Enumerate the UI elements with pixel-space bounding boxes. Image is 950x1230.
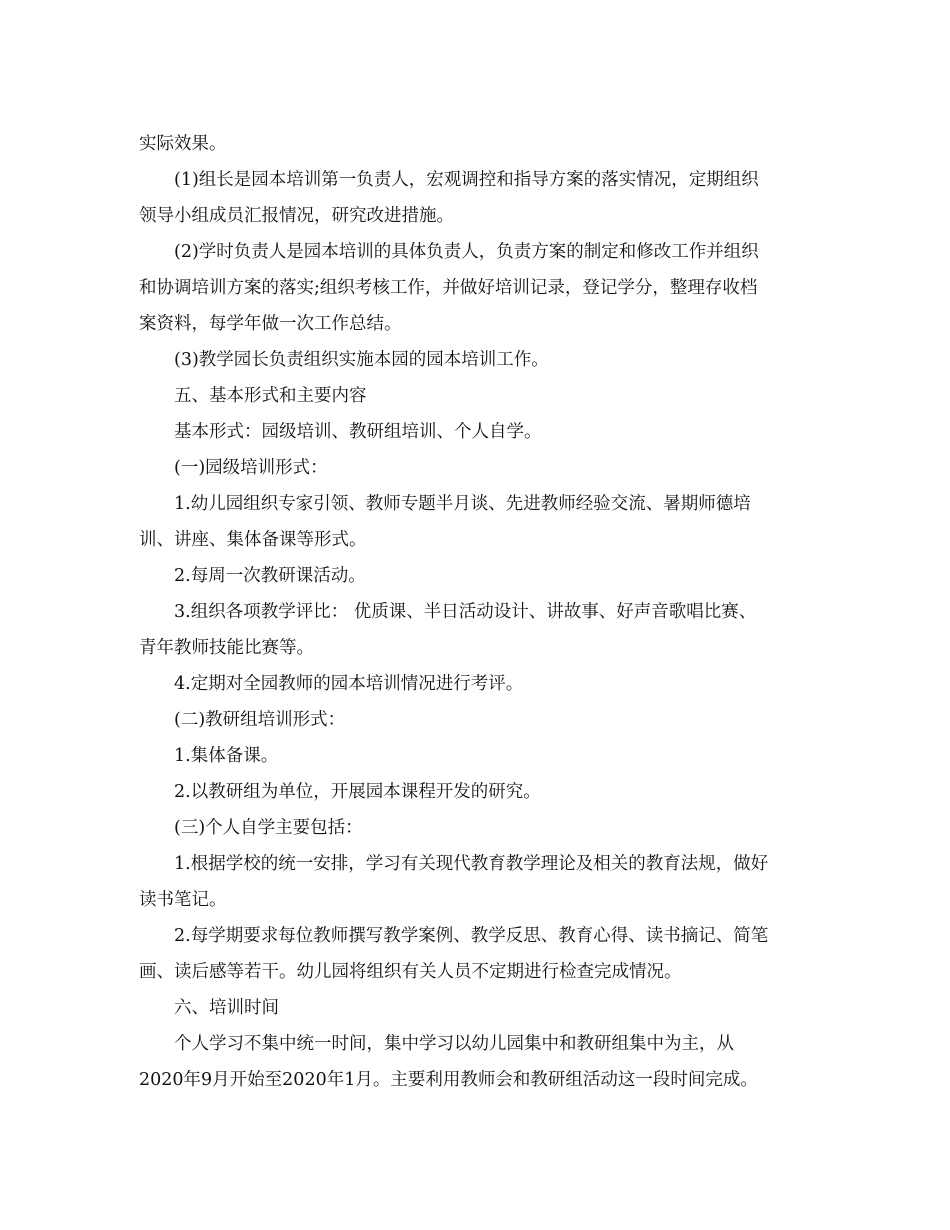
paragraph (139, 702, 815, 738)
document-body (139, 126, 815, 1098)
paragraph (139, 486, 815, 558)
text-line: 案资料，每学年做一次工作总结。 (139, 314, 402, 334)
text-line: 画、读后感等若干。幼儿园将组织有关人员不定期进行检查完成情况。 (139, 962, 682, 982)
paragraph (139, 234, 815, 342)
text-line: 1.集体备课。 (174, 746, 279, 766)
text-line: 青年教师技能比赛等。 (139, 638, 314, 658)
text-line: (三)个人自学主要包括： (174, 818, 363, 838)
paragraph (139, 918, 815, 990)
paragraph (139, 774, 815, 810)
text-line: 领导小组成员汇报情况，研究改进措施。 (139, 206, 454, 226)
text-line: 2.以教研组为单位，开展园本课程开发的研究。 (174, 782, 541, 802)
text-line: 2.每周一次教研课活动。 (174, 566, 366, 586)
paragraph (139, 666, 815, 702)
paragraph (139, 990, 815, 1026)
text-line: (二)教研组培训形式： (174, 710, 346, 730)
paragraph (139, 846, 815, 918)
text-line: (3)教学园长负责组织实施本园的园本培训工作。 (174, 350, 549, 370)
text-line: 训、讲座、集体备课等形式。 (139, 530, 367, 550)
paragraph (139, 1026, 815, 1098)
paragraph (139, 378, 815, 414)
text-line: 六、培训时间 (174, 998, 279, 1018)
text-line: 个人学习不集中统一时间，集中学习以幼儿园集中和教研组集中为主，从 (174, 1034, 734, 1054)
text-line: 五、基本形式和主要内容 (174, 386, 367, 406)
paragraph (139, 342, 815, 378)
text-line: 3.组织各项教学评比： 优质课、半日活动设计、讲故事、好声音歌唱比赛、 (174, 602, 757, 622)
text-line: 基本形式：园级培训、教研组培训、个人自学。 (174, 422, 542, 442)
paragraph (139, 738, 815, 774)
text-line: 2020年9月开始至2020年1月。主要利用教师会和教研组活动这一段时间完成。 (139, 1070, 758, 1090)
paragraph (139, 162, 815, 234)
text-line: (1)组长是园本培训第一负责人，宏观调控和指导方案的落实情况，定期组织 (174, 170, 759, 190)
paragraph (139, 558, 815, 594)
text-line: 和协调培训方案的落实;组织考核工作，并做好培训记录，登记学分，整理存收档 (139, 278, 758, 298)
text-line: 2.每学期要求每位教师撰写教学案例、教学反思、教育心得、读书摘记、简笔 (174, 926, 769, 946)
paragraph (139, 450, 815, 486)
text-line: 4.定期对全园教师的园本培训情况进行考评。 (174, 674, 524, 694)
text-line: 实际效果。 (139, 134, 227, 154)
text-line: (2)学时负责人是园本培训的具体负责人，负责方案的制定和修改工作并组织 (174, 242, 759, 262)
text-line: (一)园级培训形式： (174, 458, 328, 478)
text-line: 1.根据学校的统一安排，学习有关现代教育教学理论及相关的教育法规，做好 (174, 854, 769, 874)
text-line: 1.幼儿园组织专家引领、教师专题半月谈、先进教师经验交流、暑期师德培 (174, 494, 751, 514)
paragraph (139, 414, 815, 450)
paragraph (139, 126, 815, 162)
text-line: 读书笔记。 (139, 890, 227, 910)
paragraph (139, 594, 815, 666)
paragraph (139, 810, 815, 846)
